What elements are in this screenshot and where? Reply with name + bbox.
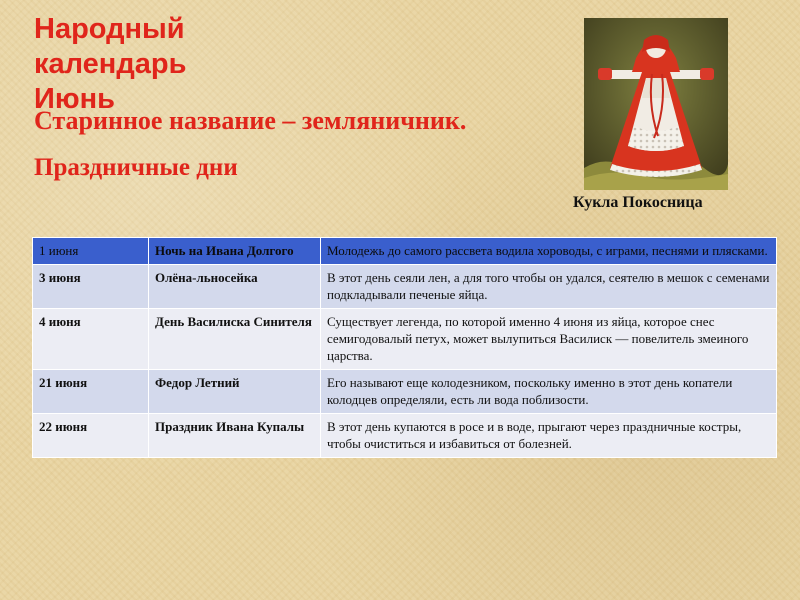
holiday-date: 3 июня xyxy=(33,265,149,309)
holiday-description: Молодежь до самого рассвета водила хороводы, с играми, песнями и плясками. xyxy=(321,238,777,265)
month-old-name: Старинное название – земляничник. xyxy=(34,106,467,135)
holiday-date: 21 июня xyxy=(33,370,149,414)
table-row xyxy=(33,414,777,458)
table-row xyxy=(33,309,777,370)
table-row xyxy=(33,238,777,265)
holiday-name: Олёна-льносейка xyxy=(149,265,321,309)
page-title xyxy=(34,12,186,117)
holiday-description: В этот день сеяли лен, а для того чтобы он удался, сеятелю в мешок с семенами подкладывали печеные яйца. xyxy=(321,265,777,309)
doll-photo xyxy=(584,18,728,190)
holiday-date: 4 июня xyxy=(33,309,149,370)
holiday-name: Федор Летний xyxy=(149,370,321,414)
holiday-description: В этот день купаются в росе и в воде, прыгают через праздничные костры, чтобы очиститься и избавиться от болезней. xyxy=(321,414,777,458)
holiday-date: 22 июня xyxy=(33,414,149,458)
title-line-3: Июнь xyxy=(34,83,115,115)
holiday-description: Его называют еще колодезником, поскольку именно в этот день копатели колодцев определяли, есть ли вода поблизости. xyxy=(321,370,777,414)
title-line-2: календарь xyxy=(34,48,187,80)
holiday-name: Ночь на Ивана Долгого xyxy=(149,238,321,265)
table-row xyxy=(33,265,777,309)
holiday-date: 1 июня xyxy=(33,238,149,265)
holiday-name: Праздник Ивана Купалы xyxy=(149,414,321,458)
table-row xyxy=(33,370,777,414)
doll-illustration xyxy=(584,18,728,190)
holiday-name: День Василиска Синителя xyxy=(149,309,321,370)
title-line-1: Народный xyxy=(34,13,185,45)
doll-caption: Кукла Покосница xyxy=(573,194,703,211)
holiday-description: Существует легенда, по которой именно 4 июня из яйца, которое снес семигодовалый петух, может вылупиться Василиск — повелитель змеиного царства. xyxy=(321,309,777,370)
holidays-table xyxy=(32,237,777,458)
section-heading: Праздничные дни xyxy=(34,154,238,181)
